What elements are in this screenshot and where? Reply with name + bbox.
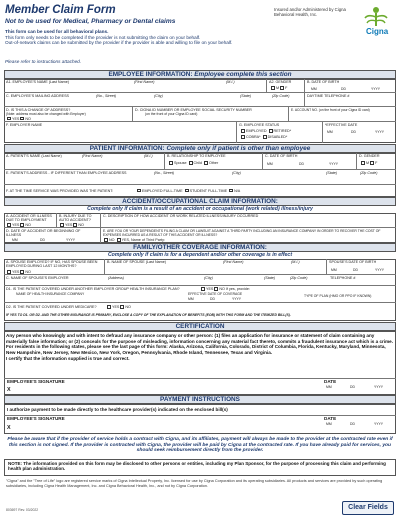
provider-payment-notice: Please be aware that if the provider of service holds a contract with Cigna, and its affiliates, payment will always be made to the provider at the contracted rate even if this section is not signed. If the provider is contracted with Cigna, the provider will be paid by Cigna at the contracted rate. If you have already paid for services, you should seek reimbursement directly from the provider. xyxy=(7,437,393,454)
patient-row-name[interactable] xyxy=(4,153,396,170)
effective-date-cell[interactable] xyxy=(322,122,385,143)
employee-phone-label: DAYTIME TELEPHONE # xyxy=(307,94,350,98)
form-title: Member Claim Form xyxy=(5,4,116,16)
family-row-3[interactable] xyxy=(4,286,396,303)
change-of-address-options[interactable] xyxy=(6,117,31,122)
effective-date-label: *EFFECTIVE DATE xyxy=(325,123,358,127)
cert-mm: MM xyxy=(326,385,332,389)
patient-section-bar xyxy=(4,144,396,153)
accident-e-options[interactable] xyxy=(103,238,165,243)
spouse-label: Spouse xyxy=(174,161,187,166)
spouse-employer-label: C. NAME OF SPOUSE'S EMPLOYER xyxy=(6,276,69,280)
disabled-label: DISABLED* xyxy=(267,135,288,140)
d2-no[interactable] xyxy=(120,305,124,309)
family-row-2[interactable] xyxy=(4,275,396,286)
employee-city-label: (City) xyxy=(154,94,163,98)
certification-text xyxy=(6,333,394,362)
patient-state-label: (State) xyxy=(326,171,338,175)
spouse-employed-options[interactable] xyxy=(6,270,31,275)
other-checkbox[interactable] xyxy=(204,161,208,165)
change-no-checkbox[interactable] xyxy=(20,117,24,121)
na-checkbox[interactable] xyxy=(229,189,233,193)
cert-signature-x[interactable]: X xyxy=(7,387,11,393)
sdob-yyyy: YYYY xyxy=(375,268,385,272)
d1-label: D1. IS THE PATIENT COVERED UNDER ANOTHER EMPLOYER GROUP HEALTH INSURANCE PLAN? xyxy=(6,287,180,291)
spouse-state-label: (State) xyxy=(264,276,276,280)
relationship-cell[interactable] xyxy=(164,153,226,169)
pdob-mm: MM xyxy=(267,162,273,166)
acc-dd: DD xyxy=(40,238,45,242)
fraud-warning: Any person who knowingly and with intent to defraud any insurance company or other person: (1) files an application for insurance or statement of claim containing any materially false information; or (2) conceals for the purpose of misleading, information concerning any material fact thereto, commits a fraudulent insurance act which is a crime. For residents in the following states, please see the last page of this form: Alaska, Arizona, California, Colorado, District of Columbia, Florida, Kentucky, Maryland, Minnesota, New Hampshire, New Jersey, New Mexico, New York, Oregon, Pennsylvania, Rhode Island, Tennessee, Texas and Virginia. xyxy=(6,333,393,355)
spouse-city-label: (City) xyxy=(204,276,213,280)
patient-m-label: M xyxy=(366,161,370,166)
d2-note: IF YES TO D1. OR D2. AND THE OTHER INSURANCE IS PRIMARY, ENCLOSE A COPY OF THE EXPLANATION OF BENEFITS (EOB) WITH THIS FORM AND THE ITEMIZED BILL(S). xyxy=(6,313,291,317)
d1-options[interactable] xyxy=(200,287,250,292)
dob-mm: MM xyxy=(311,87,317,91)
plan-type-label: TYPE OF PLAN (HMO OR PPO IF KNOWN) xyxy=(304,294,372,298)
spouse-employed-label: A. SPOUSE EMPLOYED? IF NO, HAS SPOUSE BEEN EMPLOYED DURING LAST 12 MONTHS? xyxy=(6,260,98,269)
patient-city-label: (City) xyxy=(232,171,241,175)
d1-yes[interactable] xyxy=(201,287,205,291)
spouse-zip-label: (Zip Code) xyxy=(290,276,308,280)
patient-street-label: (No., Street) xyxy=(154,171,175,175)
retired-checkbox[interactable] xyxy=(269,129,273,133)
accident-b-label: B. INJURY DUE TO AUTO ACCIDENT? xyxy=(59,214,92,223)
employee-phone-cell[interactable] xyxy=(304,93,350,106)
accident-row-1[interactable] xyxy=(4,213,396,228)
intro-line-2: This form only needs to be completed if the provider is not submitting the claim on your behalf. xyxy=(5,34,201,40)
patient-gender-label: D. GENDER xyxy=(359,154,380,158)
patient-section-title: PATIENT INFORMATION: xyxy=(89,145,165,152)
employee-section-bar xyxy=(4,70,396,79)
pay-dd: DD xyxy=(350,422,355,426)
accident-c-label: C. DESCRIPTION OF HOW ACCIDENT OR WORK RELATED ILLNESS/INJURY OCCURRED xyxy=(103,214,259,218)
accident-b-options[interactable] xyxy=(59,223,84,228)
accident-a-label: A. ACCIDENT OR ILLNESS DUE TO EMPLOYMENT xyxy=(6,214,52,223)
relationship-label: B. RELATIONSHIP TO EMPLOYEE xyxy=(167,154,226,158)
employee-address-label: C. EMPLOYEE'S MAILING ADDRESS xyxy=(6,94,69,98)
accident-a-no[interactable] xyxy=(20,223,24,227)
change-yes-checkbox[interactable] xyxy=(7,117,11,121)
cert-dd: DD xyxy=(350,385,355,389)
accident-e-no-label: NO xyxy=(109,238,115,243)
spouse-name-cell[interactable] xyxy=(104,259,300,274)
form-code: 803697 Rev. 03/2022 xyxy=(6,508,39,512)
family-row-1[interactable] xyxy=(4,259,396,275)
accident-description-cell[interactable] xyxy=(100,213,259,227)
payment-signature-x[interactable]: X xyxy=(7,425,11,431)
other-label: Other xyxy=(208,161,219,166)
employee-id-label: D. CIGNA ID NUMBER OR EMPLOYEE SOCIAL SECURITY NUMBER xyxy=(135,108,252,112)
third-party-cell[interactable] xyxy=(100,228,381,243)
accident-row-2[interactable] xyxy=(4,228,396,243)
d2-label: D2. IS THE PATIENT COVERED UNDER MEDICARE? xyxy=(6,305,97,309)
patient-f-label: F xyxy=(375,161,378,166)
employed-label: EMPLOYED xyxy=(246,129,267,134)
gender-m-label: M xyxy=(276,86,280,91)
status-row-1[interactable] xyxy=(240,129,291,134)
employed-ft-label: EMPLOYED FULL-TIME xyxy=(142,188,183,193)
patient-address-label: E. PATIENT'S ADDRESS - IF DIFFERENT THAN EMPLOYEE ADDRESS xyxy=(6,171,127,175)
note-text: The information provided on this form may be disclosed to other persons or entities, including my Plan Sponsor, for the purpose of processing this claim and performing health plan administration. xyxy=(8,461,386,472)
d1-yes-label: YES xyxy=(206,287,214,292)
spouse-phone-label: TELEPHONE # xyxy=(330,276,356,280)
cigna-wordmark: Cigna xyxy=(366,27,389,36)
student-ft-label: STUDENT FULL-TIME xyxy=(189,188,228,193)
certify-statement: I certify that the information supplied is true and correct. xyxy=(6,356,130,361)
d1-no[interactable] xyxy=(214,287,218,291)
certification-bar: CERTIFICATION xyxy=(4,322,396,331)
cobra-checkbox[interactable] xyxy=(241,135,245,139)
cov-dd: DD xyxy=(210,297,215,301)
patient-dob-label: C. DATE OF BIRTH xyxy=(265,154,298,158)
accident-e-no[interactable] xyxy=(104,238,108,242)
family-row-4[interactable] xyxy=(4,303,396,321)
employed-ft-checkbox[interactable] xyxy=(137,189,141,193)
gender-m-checkbox[interactable] xyxy=(271,86,275,90)
pay-mm: MM xyxy=(326,422,332,426)
employee-row-id[interactable] xyxy=(4,107,396,122)
cov-mm: MM xyxy=(188,297,194,301)
payment-authorize: I authorize payment to be made directly to the healthcare provider(s) indicated on the enclosed bill(s) xyxy=(7,407,228,412)
employee-mi-label: (M.I.) xyxy=(226,80,235,84)
employee-gender-label: A2. GENDER xyxy=(269,80,292,84)
retired-label: RETIRED* xyxy=(273,129,292,134)
note-label: NOTE: xyxy=(8,461,22,466)
intro-text xyxy=(5,29,275,46)
eff-dd: DD xyxy=(351,130,356,134)
employee-name-label: A1. EMPLOYEE'S NAME (Last Name) xyxy=(6,80,70,84)
patient-row-address[interactable] xyxy=(4,170,396,185)
cov-yyyy: YYYY xyxy=(232,297,242,301)
gender-f-label: F xyxy=(285,86,288,91)
d2-no-label: NO xyxy=(125,305,131,310)
change-of-address-note: (Note: address must also be changed with Employer) xyxy=(6,112,86,116)
patient-first-name-label: (First Name) xyxy=(82,154,103,158)
spouse-no-label: NO xyxy=(25,270,31,275)
eff-mm: MM xyxy=(327,130,333,134)
employer-name-label: F. EMPLOYER NAME xyxy=(6,123,43,127)
refer-instructions: Please refer to instructions attached. xyxy=(5,59,82,64)
d2-yes-label: YES xyxy=(112,305,120,310)
patient-row-status[interactable] xyxy=(4,185,396,197)
accident-d-label: D. DATE OF ACCIDENT OR BEGINNING OF ILLNESS xyxy=(6,229,81,238)
accident-e-label: E. ARE YOU OR YOUR DEPENDENTS FILING A CLAIM OR LAWSUIT AGAINST A THIRD PARTY INCLUDING AN INSURANCE COMPANY IN ORDER TO RECOVER THE COST OF EXPENSES INCURRED AS A RESULT OF THIS ACCIDENT OR ILLNESS? xyxy=(103,229,381,237)
change-of-address-label: D. IS THIS A CHANGE OF ADDRESS? xyxy=(6,108,71,112)
family-section-bar: FAMILY/OTHER COVERAGE INFORMATION: xyxy=(4,243,396,252)
patient-status-options[interactable] xyxy=(136,189,240,194)
disabled-checkbox[interactable] xyxy=(263,135,267,139)
d2-options[interactable] xyxy=(106,305,131,310)
d2-yes[interactable] xyxy=(107,305,111,309)
employee-gender-cell[interactable] xyxy=(266,79,292,92)
sdob-mm: MM xyxy=(331,268,337,272)
intro-line-3: Out-of-network claims can be submitted by the provider if the provider is able and willing to file on your behalf. xyxy=(5,40,233,46)
patient-gender-options[interactable] xyxy=(360,161,377,166)
employee-account-cell[interactable] xyxy=(288,107,370,121)
accident-b-yes[interactable] xyxy=(60,223,64,227)
employee-section-note: Employee complete this section xyxy=(194,71,292,78)
patient-zip-label: (Zip Code) xyxy=(360,171,378,175)
form-subtitle: Not to be used for Medical, Pharmacy or Dental claims xyxy=(5,18,176,25)
d1-provide-label: If yes, provide: xyxy=(225,287,250,292)
student-ft-checkbox[interactable] xyxy=(185,189,189,193)
accident-a-no-label: NO xyxy=(25,223,31,228)
employee-gender-options[interactable] xyxy=(270,86,287,91)
accident-a-options[interactable] xyxy=(6,223,31,228)
spouse-mi-label: (M.I.) xyxy=(291,260,300,264)
pdob-dd: DD xyxy=(299,162,304,166)
pay-yyyy: YYYY xyxy=(374,422,384,426)
spouse-name-label: B. NAME OF SPOUSE (Last Name) xyxy=(107,260,167,264)
spouse-address-label: (Address) xyxy=(108,276,124,280)
accident-e-yes[interactable] xyxy=(117,238,121,242)
auto-accident-cell[interactable] xyxy=(56,213,92,228)
dob-yyyy: YYYY xyxy=(371,87,381,91)
na-label: N/A xyxy=(234,188,241,193)
child-checkbox[interactable] xyxy=(189,161,193,165)
child-label: Child xyxy=(193,161,202,166)
trademark-footer: "Cigna" and the "Tree of Life" logo are registered service marks of Cigna Intellectual Property, Inc. licensed for use by Cigna Corporation and its operating subsidiaries. All products and services are provided by such operating subsidiaries, including Cigna Health Management, Inc. and Cigna Behavioral Health, Inc., and not by Cigna Corporation. xyxy=(6,479,383,488)
accident-b-yes-label: YES xyxy=(65,223,73,228)
accident-a-yes[interactable] xyxy=(7,223,11,227)
family-subnote: Complete only if claim is for a dependent and/or other coverage is in effect xyxy=(107,252,293,258)
cert-date-label: DATE xyxy=(324,379,337,384)
employee-row-employer[interactable] xyxy=(4,122,396,143)
payment-date-label: DATE xyxy=(324,416,337,421)
spouse-dob-cell[interactable] xyxy=(326,259,385,274)
coverage-effective-label: EFFECTIVE DATE OF COVERAGE xyxy=(188,292,243,296)
employee-dob-cell[interactable] xyxy=(304,79,381,92)
employee-row-address[interactable] xyxy=(4,93,396,107)
spouse-checkbox[interactable] xyxy=(169,161,173,165)
gender-f-checkbox[interactable] xyxy=(280,86,284,90)
employee-account-label: E. ACCOUNT NO. (on the front of your Cigna ID card) xyxy=(291,108,370,112)
employee-status-label: G. EMPLOYEE STATUS xyxy=(239,123,280,127)
sdob-dd: DD xyxy=(353,268,358,272)
cert-signature-label: EMPLOYEE'S SIGNATURE xyxy=(7,379,65,384)
spouse-first-name-label: (First Name) xyxy=(223,260,244,264)
employee-id-note: (on the front of your Cigna ID card) xyxy=(145,112,198,116)
patient-m-checkbox[interactable] xyxy=(361,161,365,165)
accident-section-bar: ACCIDENT/OCCUPATIONAL CLAIM INFORMATION: xyxy=(4,197,396,206)
accident-subnote: Complete only if claim is a result of an accident or occupational (work related) illness/injury xyxy=(87,206,313,212)
payment-signature-label: EMPLOYEE'S SIGNATURE xyxy=(7,416,65,421)
spouse-no[interactable] xyxy=(20,270,24,274)
accident-b-no-label: NO xyxy=(78,223,84,228)
patient-dob-cell[interactable] xyxy=(262,153,339,169)
employee-zip-label: (Zip Code) xyxy=(272,94,290,98)
status-row-2[interactable] xyxy=(240,135,287,140)
employee-section-title: EMPLOYEE INFORMATION: xyxy=(108,71,193,78)
patient-status-label: F. AT THE TIME SERVICE WAS PROVIDED WAS THE PATIENT: xyxy=(6,188,114,193)
acc-yyyy: YYYY xyxy=(66,238,76,242)
accident-a-yes-label: YES xyxy=(12,223,20,228)
patient-name-label: A. PATIENT'S NAME (Last Name) xyxy=(6,154,62,158)
cobra-label: COBRA* xyxy=(246,135,261,140)
employee-id-cell[interactable] xyxy=(132,107,252,121)
relationship-options[interactable] xyxy=(168,161,218,166)
disclosure-note xyxy=(8,461,392,472)
employee-dob-label: B. DATE OF BIRTH xyxy=(307,80,340,84)
patient-section-note: Complete only if patient is other than employee xyxy=(166,145,311,152)
spouse-yes[interactable] xyxy=(7,270,11,274)
patient-gender-cell[interactable] xyxy=(356,153,380,169)
employee-status-cell[interactable] xyxy=(236,122,292,143)
administered-by-text: Insured and/or Administered by Cigna Behavioral Health, Inc. xyxy=(274,7,346,18)
spouse-yes-label: YES xyxy=(12,270,20,275)
employee-row-name[interactable] xyxy=(4,79,396,93)
intro-line-1: This form can be used for all behavioral plans. xyxy=(5,29,109,34)
cert-yyyy: YYYY xyxy=(374,385,384,389)
patient-f-checkbox[interactable] xyxy=(370,161,374,165)
pdob-yyyy: YYYY xyxy=(329,162,339,166)
change-no-label: NO xyxy=(25,116,31,121)
payment-bar: PAYMENT INSTRUCTIONS xyxy=(4,395,396,404)
dob-dd: DD xyxy=(341,87,346,91)
eff-yyyy: YYYY xyxy=(375,130,385,134)
change-yes-label: YES xyxy=(12,116,20,121)
acc-mm: MM xyxy=(12,238,18,242)
accident-e-yes-label: YES, Name of Third Party: xyxy=(121,238,165,243)
insurer-name-label: NAME OF HEALTH INSURANCE COMPANY xyxy=(16,292,85,296)
employed-checkbox[interactable] xyxy=(241,129,245,133)
d1-no-label: NO xyxy=(219,287,225,292)
employee-state-label: (State) xyxy=(240,94,252,98)
employee-first-name-label: (First Name) xyxy=(134,80,155,84)
clear-fields-button[interactable]: Clear Fields xyxy=(342,501,394,515)
patient-mi-label: (M.I.) xyxy=(144,154,153,158)
employee-street-label: (No., Street) xyxy=(96,94,117,98)
spouse-dob-label: SPOUSE'S DATE OF BIRTH xyxy=(329,260,377,264)
accident-b-no[interactable] xyxy=(73,223,77,227)
